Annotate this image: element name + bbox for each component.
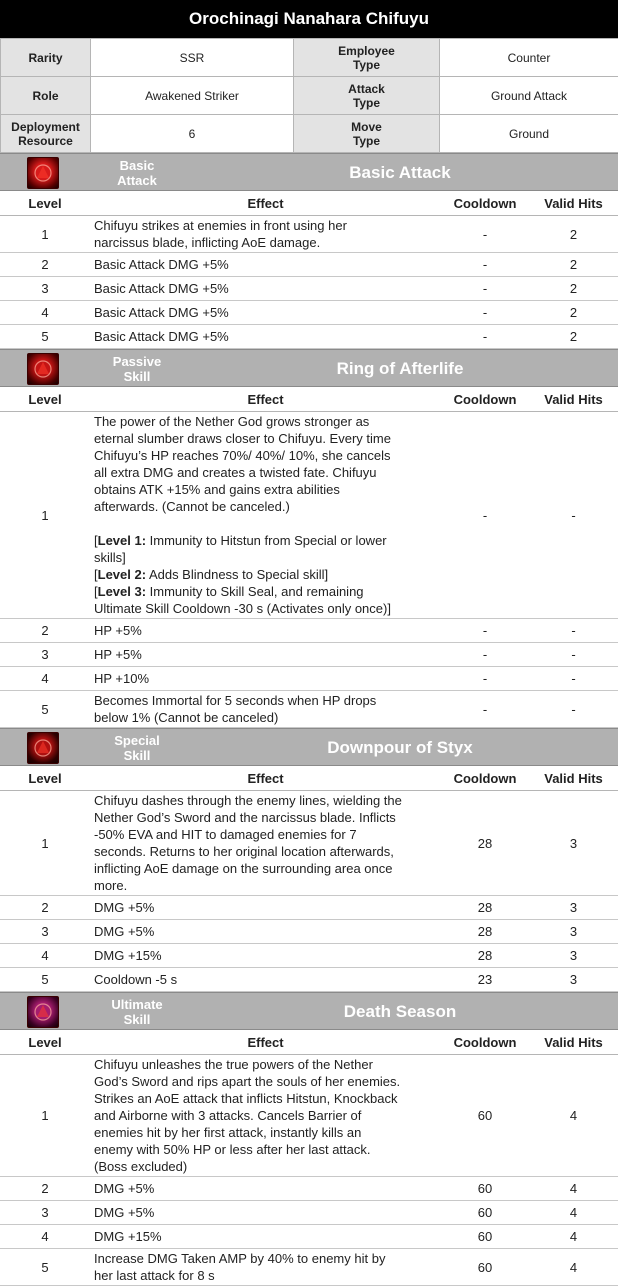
cooldown-cell: - xyxy=(441,691,529,728)
info-row-deployment xyxy=(1,115,618,153)
table-row xyxy=(0,1249,618,1286)
effect-line: Cooldown -5 s xyxy=(94,971,435,988)
skill-header xyxy=(0,153,618,191)
effect-column-header: Effect xyxy=(90,766,441,791)
effect-line: HP +10% xyxy=(94,670,435,687)
effect-line: Ultimate Skill Cooldown -30 s (Activates only once)] xyxy=(94,600,435,617)
rarity-value: SSR xyxy=(91,39,294,77)
effect-cell xyxy=(90,1201,441,1225)
table-row xyxy=(0,619,618,643)
effect-cell xyxy=(90,301,441,325)
effect-line: DMG +5% xyxy=(94,1180,435,1197)
table-row xyxy=(0,691,618,728)
effect-cell xyxy=(90,1055,441,1177)
attack-type-value: Ground Attack xyxy=(440,77,618,115)
effect-cell xyxy=(90,1225,441,1249)
valid-hits-cell: 4 xyxy=(529,1201,618,1225)
level-column-header: Level xyxy=(0,766,90,791)
effect-line: narcissus blade, inflicting AoE damage. xyxy=(94,234,435,251)
passive-skill-icon xyxy=(27,353,59,385)
valid-hits-cell: 2 xyxy=(529,325,618,349)
effect-line: God’s Sword and rips apart the souls of her enemies. xyxy=(94,1073,435,1090)
effect-cell xyxy=(90,667,441,691)
effect-line: DMG +5% xyxy=(94,1204,435,1221)
skill-table xyxy=(0,1030,618,1286)
table-row xyxy=(0,667,618,691)
cooldown-column-header: Cooldown xyxy=(441,1030,529,1055)
effect-column-header: Effect xyxy=(90,1030,441,1055)
cooldown-cell: 60 xyxy=(441,1201,529,1225)
skill-section xyxy=(0,992,618,1286)
rarity-label: Rarity xyxy=(1,39,91,77)
effect-line: Chifuyu’s HP reaches 70%/ 40%/ 10%, she cancels xyxy=(94,447,435,464)
valid-hits-cell: 3 xyxy=(529,944,618,968)
skill-table-header xyxy=(0,191,618,216)
skill-header xyxy=(0,992,618,1030)
table-row xyxy=(0,968,618,992)
skill-header xyxy=(0,728,618,766)
effect-cell xyxy=(90,1177,441,1201)
cooldown-cell: - xyxy=(441,643,529,667)
cooldown-cell: - xyxy=(441,619,529,643)
level-cell: 3 xyxy=(0,1201,90,1225)
info-row-role xyxy=(1,77,618,115)
cooldown-cell: 60 xyxy=(441,1249,529,1286)
effect-line: DMG +5% xyxy=(94,899,435,916)
cooldown-column-header: Cooldown xyxy=(441,766,529,791)
level-cell: 1 xyxy=(0,1055,90,1177)
effect-line: [Level 3: Immunity to Skill Seal, and remaining xyxy=(94,583,435,600)
role-label: Role xyxy=(1,77,91,115)
effect-line: Basic Attack DMG +5% xyxy=(94,280,435,297)
table-row xyxy=(0,1055,618,1177)
cooldown-cell: - xyxy=(441,253,529,277)
valid-hits-column-header: Valid Hits xyxy=(529,766,618,791)
effect-line: her last attack for 8 s xyxy=(94,1267,435,1284)
skill-table xyxy=(0,387,618,728)
effect-cell xyxy=(90,691,441,728)
cooldown-cell: - xyxy=(441,325,529,349)
level-cell: 4 xyxy=(0,667,90,691)
deployment-value: 6 xyxy=(91,115,294,153)
special-skill-icon xyxy=(27,732,59,764)
cooldown-cell: - xyxy=(441,667,529,691)
valid-hits-column-header: Valid Hits xyxy=(529,1030,618,1055)
cooldown-cell: 28 xyxy=(441,896,529,920)
level-cell: 4 xyxy=(0,1225,90,1249)
skill-name: Death Season xyxy=(240,993,560,1030)
effect-line: [Level 2: Adds Blindness to Special skill] xyxy=(94,566,435,583)
skill-table-header xyxy=(0,766,618,791)
valid-hits-cell: - xyxy=(529,643,618,667)
attack-type-label: Attack Type xyxy=(294,77,440,115)
effect-cell xyxy=(90,791,441,896)
effect-line: and Airborne with 3 attacks. Cancels Barrier of xyxy=(94,1107,435,1124)
table-row xyxy=(0,1225,618,1249)
cooldown-cell: 23 xyxy=(441,968,529,992)
level-column-header: Level xyxy=(0,1030,90,1055)
valid-hits-cell: 4 xyxy=(529,1249,618,1286)
effect-column-header: Effect xyxy=(90,387,441,412)
effect-line: DMG +15% xyxy=(94,1228,435,1245)
table-row xyxy=(0,301,618,325)
table-row xyxy=(0,253,618,277)
level-cell: 1 xyxy=(0,412,90,619)
effect-line: Nether God’s Sword and the narcissus blade. Inflicts xyxy=(94,809,435,826)
table-row xyxy=(0,920,618,944)
effect-line: Becomes Immortal for 5 seconds when HP drops xyxy=(94,692,435,709)
page-title: Orochinagi Nanahara Chifuyu xyxy=(0,0,618,38)
level-cell: 2 xyxy=(0,896,90,920)
valid-hits-cell: 3 xyxy=(529,896,618,920)
valid-hits-cell: 3 xyxy=(529,968,618,992)
cooldown-cell: - xyxy=(441,216,529,253)
move-type-label: Move Type xyxy=(294,115,440,153)
level-cell: 2 xyxy=(0,619,90,643)
valid-hits-cell: - xyxy=(529,619,618,643)
effect-column-header: Effect xyxy=(90,191,441,216)
skill-section xyxy=(0,728,618,992)
effect-line: DMG +5% xyxy=(94,923,435,940)
effect-line: Increase DMG Taken AMP by 40% to enemy hit by xyxy=(94,1250,435,1267)
level-cell: 2 xyxy=(0,253,90,277)
level-cell: 2 xyxy=(0,1177,90,1201)
table-row xyxy=(0,325,618,349)
effect-cell xyxy=(90,896,441,920)
skill-section xyxy=(0,349,618,728)
skill-type-label: Ultimate Skill xyxy=(96,997,178,1027)
table-row xyxy=(0,412,618,619)
effect-cell xyxy=(90,643,441,667)
valid-hits-cell: 2 xyxy=(529,301,618,325)
skill-name: Ring of Afterlife xyxy=(240,350,560,387)
effect-cell xyxy=(90,1249,441,1286)
skill-table xyxy=(0,766,618,992)
effect-cell xyxy=(90,920,441,944)
effect-line: Chifuyu unleashes the true powers of the Nether xyxy=(94,1056,435,1073)
cooldown-column-header: Cooldown xyxy=(441,191,529,216)
skill-section xyxy=(0,153,618,349)
effect-line: -50% EVA and HIT to damaged enemies for 7 xyxy=(94,826,435,843)
table-row xyxy=(0,944,618,968)
valid-hits-cell: 2 xyxy=(529,216,618,253)
role-value: Awakened Striker xyxy=(91,77,294,115)
ultimate-skill-icon xyxy=(27,996,59,1028)
skill-name: Downpour of Styx xyxy=(240,729,560,766)
move-type-value: Ground xyxy=(440,115,618,153)
effect-line: Chifuyu dashes through the enemy lines, wielding the xyxy=(94,792,435,809)
level-column-header: Level xyxy=(0,387,90,412)
effect-line: afterwards. (Cannot be canceled.) xyxy=(94,498,435,515)
effect-line: Basic Attack DMG +5% xyxy=(94,328,435,345)
level-cell: 1 xyxy=(0,216,90,253)
effect-line: inflicting AoE damage on the surrounding area once xyxy=(94,860,435,877)
level-cell: 3 xyxy=(0,277,90,301)
cooldown-cell: - xyxy=(441,301,529,325)
effect-line: eternal slumber draws closer to Chifuyu. Every time xyxy=(94,430,435,447)
effect-line: (Boss excluded) xyxy=(94,1158,435,1175)
effect-line: enemies hit by her first attack, instantly kills an xyxy=(94,1124,435,1141)
level-cell: 5 xyxy=(0,968,90,992)
effect-cell xyxy=(90,412,441,619)
valid-hits-cell: - xyxy=(529,667,618,691)
effect-cell xyxy=(90,325,441,349)
effect-cell xyxy=(90,968,441,992)
employee-type-value: Counter xyxy=(440,39,618,77)
cooldown-cell: 60 xyxy=(441,1055,529,1177)
effect-line: DMG +15% xyxy=(94,947,435,964)
level-column-header: Level xyxy=(0,191,90,216)
skill-type-label: Basic Attack xyxy=(96,158,178,188)
valid-hits-cell: 4 xyxy=(529,1055,618,1177)
level-cell: 1 xyxy=(0,791,90,896)
table-row xyxy=(0,1177,618,1201)
level-cell: 5 xyxy=(0,691,90,728)
info-table xyxy=(0,38,618,153)
valid-hits-cell: 3 xyxy=(529,791,618,896)
effect-line: Basic Attack DMG +5% xyxy=(94,256,435,273)
effect-cell xyxy=(90,277,441,301)
effect-cell xyxy=(90,253,441,277)
skill-table xyxy=(0,191,618,349)
basic-attack-icon xyxy=(27,157,59,189)
level-cell: 5 xyxy=(0,1249,90,1286)
effect-cell xyxy=(90,216,441,253)
effect-gap xyxy=(94,515,435,532)
cooldown-cell: 60 xyxy=(441,1225,529,1249)
level-cell: 3 xyxy=(0,920,90,944)
effect-line: Strikes an AoE attack that inflicts Hitstun, Knockback xyxy=(94,1090,435,1107)
cooldown-column-header: Cooldown xyxy=(441,387,529,412)
cooldown-cell: 28 xyxy=(441,920,529,944)
level-cell: 5 xyxy=(0,325,90,349)
level-cell: 3 xyxy=(0,643,90,667)
level-cell: 4 xyxy=(0,944,90,968)
valid-hits-cell: 2 xyxy=(529,253,618,277)
table-row xyxy=(0,896,618,920)
skill-table-header xyxy=(0,387,618,412)
cooldown-cell: 60 xyxy=(441,1177,529,1201)
deployment-label: Deployment Resource xyxy=(1,115,91,153)
cooldown-cell: 28 xyxy=(441,791,529,896)
valid-hits-cell: 4 xyxy=(529,1225,618,1249)
effect-cell xyxy=(90,619,441,643)
effect-line: enemy with 50% HP or less after her last attack. xyxy=(94,1141,435,1158)
valid-hits-column-header: Valid Hits xyxy=(529,387,618,412)
effect-line: more. xyxy=(94,877,435,894)
skill-name: Basic Attack xyxy=(240,154,560,191)
table-row xyxy=(0,791,618,896)
skill-type-label: Special Skill xyxy=(96,733,178,763)
effect-cell xyxy=(90,944,441,968)
cooldown-cell: - xyxy=(441,412,529,619)
valid-hits-cell: 4 xyxy=(529,1177,618,1201)
effect-line: obtains ATK +15% and gains extra abilities xyxy=(94,481,435,498)
skills-container xyxy=(0,153,618,1286)
effect-line: all extra DMG and creates a twisted fate. Chifuyu xyxy=(94,464,435,481)
effect-line: [Level 1: Immunity to Hitstun from Special or lower xyxy=(94,532,435,549)
table-row xyxy=(0,277,618,301)
effect-line: HP +5% xyxy=(94,646,435,663)
cooldown-cell: - xyxy=(441,277,529,301)
effect-line: skills] xyxy=(94,549,435,566)
table-row xyxy=(0,216,618,253)
skill-type-label: Passive Skill xyxy=(96,354,178,384)
cooldown-cell: 28 xyxy=(441,944,529,968)
valid-hits-cell: - xyxy=(529,412,618,619)
info-row-rarity xyxy=(1,39,618,77)
valid-hits-cell: - xyxy=(529,691,618,728)
effect-line: seconds. Returns to her original location afterwards, xyxy=(94,843,435,860)
employee-type-label: Employee Type xyxy=(294,39,440,77)
effect-line: The power of the Nether God grows stronger as xyxy=(94,413,435,430)
skill-table-header xyxy=(0,1030,618,1055)
table-row xyxy=(0,643,618,667)
valid-hits-cell: 3 xyxy=(529,920,618,944)
valid-hits-column-header: Valid Hits xyxy=(529,191,618,216)
effect-line: Chifuyu strikes at enemies in front using her xyxy=(94,217,435,234)
effect-line: Basic Attack DMG +5% xyxy=(94,304,435,321)
skill-header xyxy=(0,349,618,387)
level-cell: 4 xyxy=(0,301,90,325)
table-row xyxy=(0,1201,618,1225)
effect-line: below 1% (Cannot be canceled) xyxy=(94,709,435,726)
effect-line: HP +5% xyxy=(94,622,435,639)
valid-hits-cell: 2 xyxy=(529,277,618,301)
